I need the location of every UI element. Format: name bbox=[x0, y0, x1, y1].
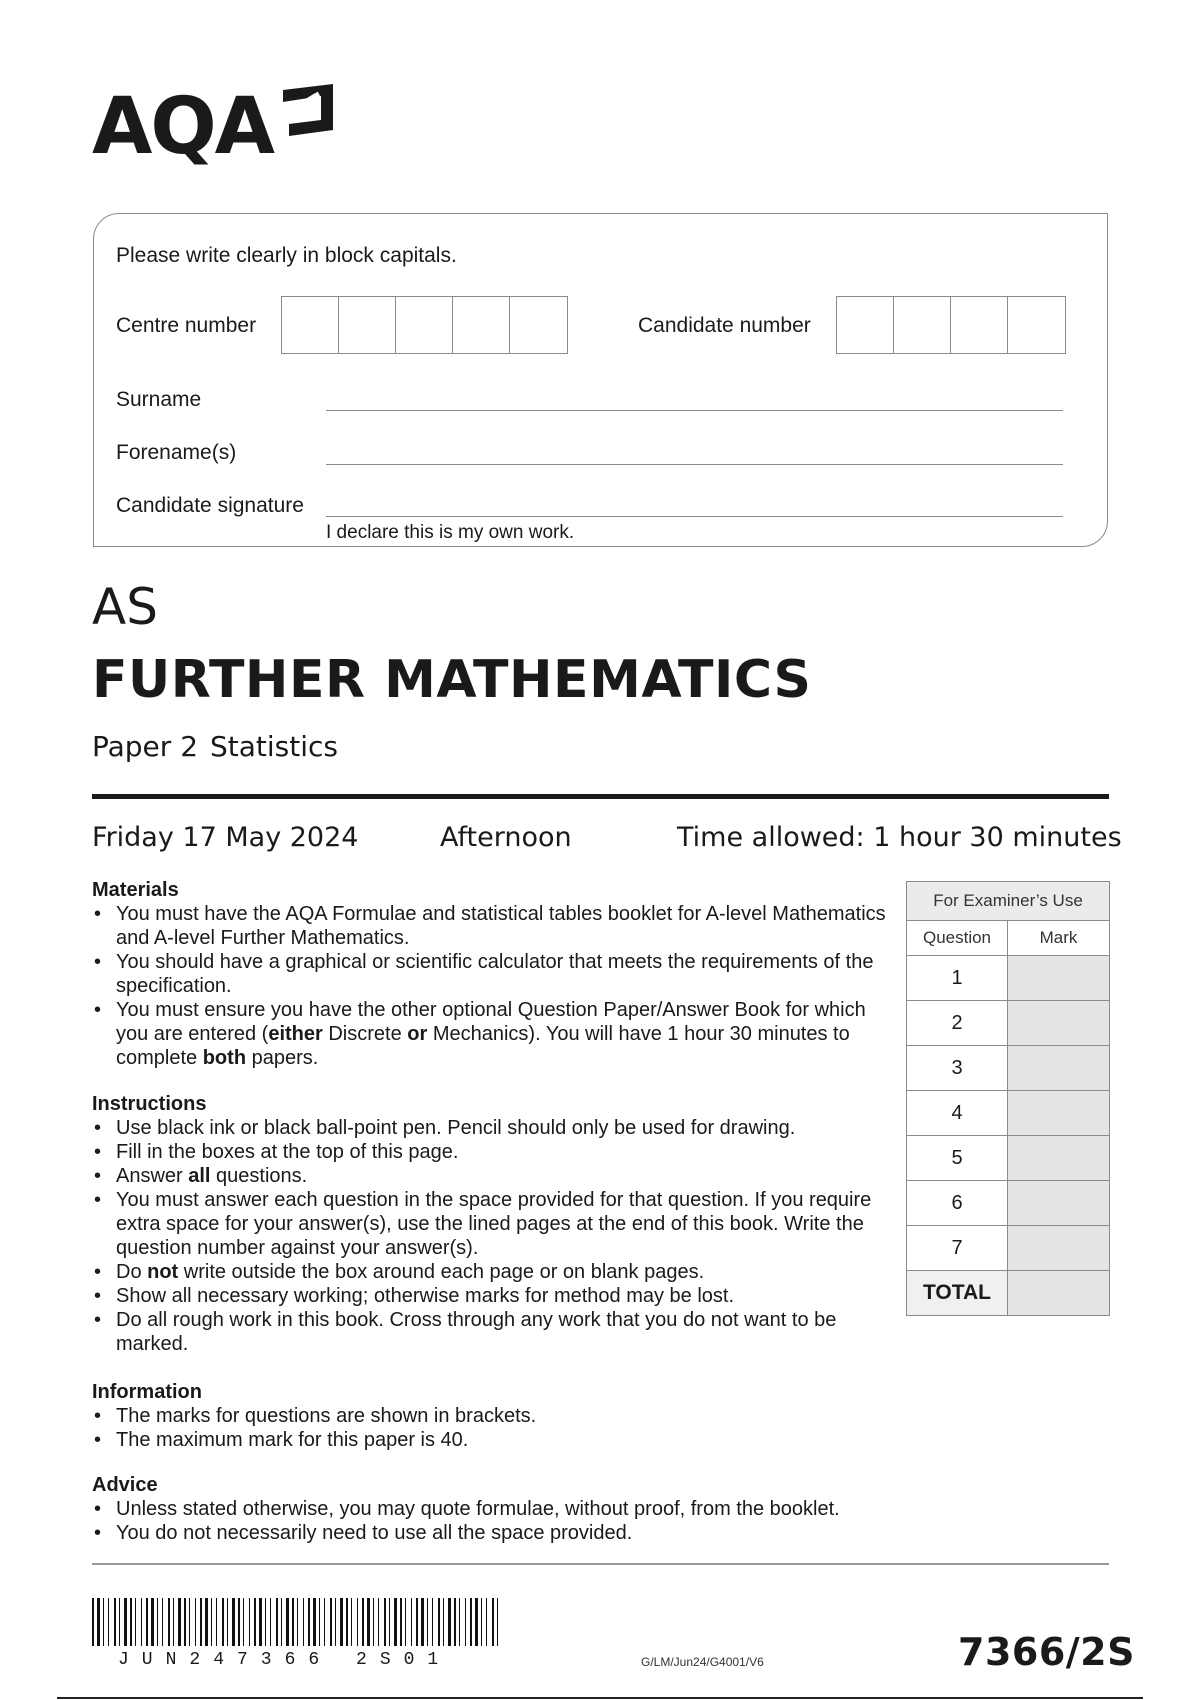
forename-line[interactable] bbox=[326, 464, 1063, 465]
centre-number-boxes[interactable] bbox=[281, 296, 568, 354]
question-number: 3 bbox=[907, 1046, 1008, 1091]
instructions-heading: Instructions bbox=[92, 1093, 207, 1115]
centre-digit-box[interactable] bbox=[282, 297, 339, 353]
forename-label: Forename(s) bbox=[116, 441, 237, 464]
materials-item: • You must ensure you have the other optional Question Paper/Answer Book for which you are entered (either Discrete or Mechanics). You will have 1 hour 30 minutes to complete both papers. bbox=[92, 998, 892, 1070]
instructions-item: • Use black ink or black ball-point pen. Pencil should only be used for drawing. bbox=[92, 1116, 892, 1140]
question-number: 5 bbox=[907, 1136, 1008, 1181]
mark-cell[interactable] bbox=[1008, 1046, 1110, 1091]
candidate-digit-box[interactable] bbox=[951, 297, 1008, 353]
paper-number: Paper 2 bbox=[92, 730, 199, 763]
time-allowed: Time allowed: 1 hour 30 minutes bbox=[677, 822, 1122, 853]
paper-name: Statistics bbox=[210, 730, 339, 763]
footer-divider bbox=[92, 1563, 1109, 1565]
declaration-text: I declare this is my own work. bbox=[326, 522, 575, 543]
title-divider bbox=[92, 794, 1109, 799]
mark-cell[interactable] bbox=[1008, 1181, 1110, 1226]
information-item: • The marks for questions are shown in brackets. bbox=[92, 1404, 992, 1428]
question-number: 2 bbox=[907, 1001, 1008, 1046]
logo-mark-icon bbox=[281, 84, 335, 136]
question-number: 4 bbox=[907, 1091, 1008, 1136]
aqa-logo bbox=[92, 82, 335, 172]
paper-code: 7366/2S bbox=[958, 1630, 1135, 1674]
advice-heading: Advice bbox=[92, 1474, 158, 1496]
candidate-digit-box[interactable] bbox=[894, 297, 951, 353]
examiner-use-table bbox=[906, 881, 1110, 1316]
information-section bbox=[92, 1380, 992, 1452]
advice-item: • You do not necessarily need to use all the space provided. bbox=[92, 1521, 1052, 1545]
candidate-digit-box[interactable] bbox=[837, 297, 894, 353]
centre-digit-box[interactable] bbox=[396, 297, 453, 353]
surname-label: Surname bbox=[116, 388, 202, 411]
instructions-item: • You must answer each question in the space provided for that question. If you require extra space for your answer(s), use the lined pages at the end of this book. Write the question number against your answer(s). bbox=[92, 1188, 892, 1260]
advice-item: • Unless stated otherwise, you may quote formulae, without proof, from the booklet. bbox=[92, 1497, 1052, 1521]
candidate-number-label: Candidate number bbox=[638, 314, 811, 337]
question-number: 1 bbox=[907, 956, 1008, 1001]
signature-label: Candidate signature bbox=[116, 494, 304, 517]
centre-digit-box[interactable] bbox=[339, 297, 396, 353]
instructions-item: • Fill in the boxes at the top of this page. bbox=[92, 1140, 892, 1164]
barcode bbox=[92, 1598, 502, 1646]
qualification-level: AS bbox=[92, 578, 158, 636]
candidate-number-boxes[interactable] bbox=[836, 296, 1066, 354]
candidate-details-box bbox=[93, 213, 1108, 547]
information-heading: Information bbox=[92, 1381, 202, 1403]
barcode-text: JUN247366 2S01 bbox=[118, 1650, 452, 1670]
total-label: TOTAL bbox=[907, 1271, 1008, 1316]
materials-item: • You must have the AQA Formulae and statistical tables booklet for A-level Mathematics and A-level Further Mathematics. bbox=[92, 902, 892, 950]
exam-session: Afternoon bbox=[440, 822, 572, 853]
question-column-header: Question bbox=[907, 921, 1008, 956]
materials-item: • You should have a graphical or scientific calculator that meets the requirements of the specification. bbox=[92, 950, 892, 998]
mark-cell[interactable] bbox=[1008, 1091, 1110, 1136]
logo-text: AQA bbox=[92, 82, 274, 172]
exam-date: Friday 17 May 2024 bbox=[92, 822, 359, 853]
centre-number-label: Centre number bbox=[116, 314, 257, 337]
page-bottom-rule bbox=[57, 1697, 1143, 1699]
instructions-item: • Answer all questions. bbox=[92, 1164, 892, 1188]
surname-line[interactable] bbox=[326, 410, 1063, 411]
signature-line[interactable] bbox=[326, 516, 1063, 517]
mark-cell[interactable] bbox=[1008, 956, 1110, 1001]
information-item: • The maximum mark for this paper is 40. bbox=[92, 1428, 992, 1452]
total-mark-cell[interactable] bbox=[1008, 1271, 1110, 1316]
mark-cell[interactable] bbox=[1008, 1001, 1110, 1046]
materials-section bbox=[92, 878, 892, 1070]
subject-title: FURTHER MATHEMATICS bbox=[92, 650, 812, 710]
centre-digit-box[interactable] bbox=[510, 297, 567, 353]
materials-heading: Materials bbox=[92, 879, 179, 901]
document-reference: G/LM/Jun24/G4001/V6 bbox=[641, 1655, 764, 1669]
instructions-item: • Show all necessary working; otherwise marks for method may be lost. bbox=[92, 1284, 892, 1308]
instructions-item: • Do not write outside the box around each page or on blank pages. bbox=[92, 1260, 892, 1284]
question-number: 7 bbox=[907, 1226, 1008, 1271]
block-capitals-instruction: Please write clearly in block capitals. bbox=[116, 244, 457, 267]
mark-cell[interactable] bbox=[1008, 1226, 1110, 1271]
mark-column-header: Mark bbox=[1008, 921, 1110, 956]
instructions-section bbox=[92, 1092, 892, 1356]
advice-section bbox=[92, 1473, 1052, 1545]
mark-cell[interactable] bbox=[1008, 1136, 1110, 1181]
question-number: 6 bbox=[907, 1181, 1008, 1226]
paper-title bbox=[92, 730, 339, 763]
centre-digit-box[interactable] bbox=[453, 297, 510, 353]
examiner-table-title: For Examiner’s Use bbox=[907, 882, 1110, 921]
instructions-item: • Do all rough work in this book. Cross through any work that you do not want to be marked. bbox=[92, 1308, 892, 1356]
candidate-digit-box[interactable] bbox=[1008, 297, 1065, 353]
